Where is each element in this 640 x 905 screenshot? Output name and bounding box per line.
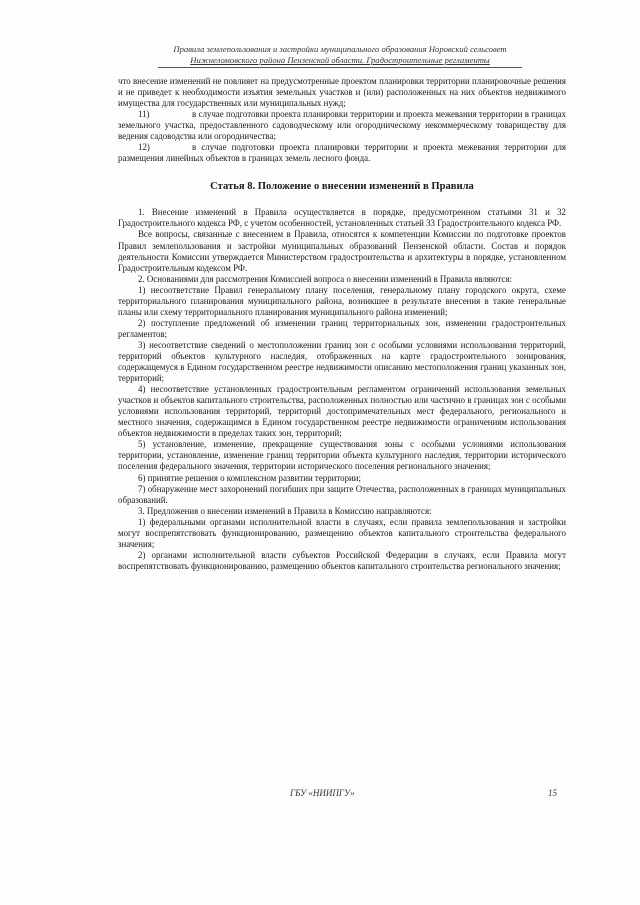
list-item-number: 11) [138, 109, 150, 120]
paragraph-continuation: что внесение изменений не повлияет на предусмотренные проектом планировки территории планировочные решения и не приведет к необходимости изъятия земельных участков и (или) расположенных на них объектов недвижимого имущества для государственных или муниципальных нужд; [118, 76, 566, 109]
paragraph-commission: Все вопросы, связанные с внесением в Правила, относятся к компетенции Комиссии по подготовке проектов Правил землепользования и застройки муниципальных образований Пензенской области. Состав и порядок деятельности Комиссии утверждается Министерством градостроительства и архитектуры в порядке, установленном Градостроительным кодексом РФ. [118, 229, 566, 273]
page-number: 15 [548, 788, 557, 798]
ground-item-6: 6) принятие решения о комплексном развитии территории; [138, 472, 361, 483]
ground-item-1: 1) несоответствие Правил генеральному плану поселения, генеральному плану городского округа, схеме территориального планирования муниципального района, возникшее в результате внесения в такие генеральные планы или схему территориального планирования муниципального района изменений; [118, 284, 566, 317]
running-header-line-2: Нижнеломовского района Пензенской области. Градостроительные регламенты [190, 55, 490, 65]
paragraph-3: 3. Предложения о внесении изменений в Правила в Комиссию направляются: [138, 505, 432, 516]
document-body [118, 76, 566, 572]
ground-item-2: 2) поступление предложений об изменении границ территориальных зон, изменении градостроительных регламентов; [118, 317, 566, 339]
ground-item-4: 4) несоответствие установленных градостроительным регламентом ограничений использования земельных участков и объектов капитального строительства, расположенных полностью или частично в границах зон с особыми условиями использования территорий, территорий достопримечательных мест федерального, регионального и местного значения, содержащимся в Едином государственном реестре недвижимости ограничениям использования объектов недвижимости в пределах таких зон, территорий; [118, 384, 566, 439]
proposal-item-1: 1) федеральными органами исполнительной власти в случаях, если правила землепользования и застройки могут воспрепятствовать функционированию, размещению объектов капитального строительства федерального значения; [118, 516, 566, 549]
list-item-number: 12) [138, 142, 150, 153]
ground-item-7: 7) обнаружение мест захоронений погибших при защите Отечества, расположенных в границах муниципальных образований. [118, 483, 566, 505]
header-divider [158, 67, 522, 68]
list-item-12 [118, 142, 566, 164]
list-item-11 [118, 109, 566, 142]
ground-item-5: 5) установление, изменение, прекращение существования зоны с особыми условиями использования территории, установление, изменение границ территории объекта культурного наследия, территории исторического поселения федерального значения, территории исторического поселения регионального значения; [118, 439, 566, 472]
paragraph-2: 2. Основаниями для рассмотрения Комиссией вопроса о внесении изменений в Правила являются: [138, 273, 512, 284]
ground-item-3: 3) несоответствие сведений о местоположении границ зон с особыми условиями использования территорий, территорий объектов культурного наследия, отображенных на карте градостроительного зонирования, содержащемуся в Едином государственном реестре недвижимости описанию местоположения границ указанных зон, территорий; [118, 339, 566, 384]
proposal-item-2: 2) органами исполнительной власти субъектов Российской Федерации в случаях, если Правила могут воспрепятствовать функционированию, размещению объектов капитального строительства регионального значения; [118, 549, 566, 571]
footer-organization: ГБУ «НИИПГУ» [290, 788, 355, 798]
running-header [160, 44, 520, 66]
running-header-line-1: Правила землепользования и застройки муниципального образования Норовский сельсовет [173, 44, 507, 54]
paragraph-1: 1. Внесение изменений в Правила осуществляется в порядке, предусмотренном статьями 31 и 32 Градостроительного кодекса РФ, с учетом особенностей, установленных статьей 33 Градостроительного кодекса РФ. [118, 207, 566, 229]
article-heading: Статья 8. Положение о внесении изменений в Правила [210, 181, 474, 193]
list-item-text: в случае подготовки проекта планировки территории и проекта межевания территории в границах земельного участка, предоставленного садоводческому или огородническому некоммерческому товариществу для ведения садоводства или огородничества; [118, 109, 566, 142]
list-item-text: в случае подготовки проекта планировки территории и проекта межевания территории для размещения линейных объектов в границах земель лесного фонда. [118, 142, 566, 164]
